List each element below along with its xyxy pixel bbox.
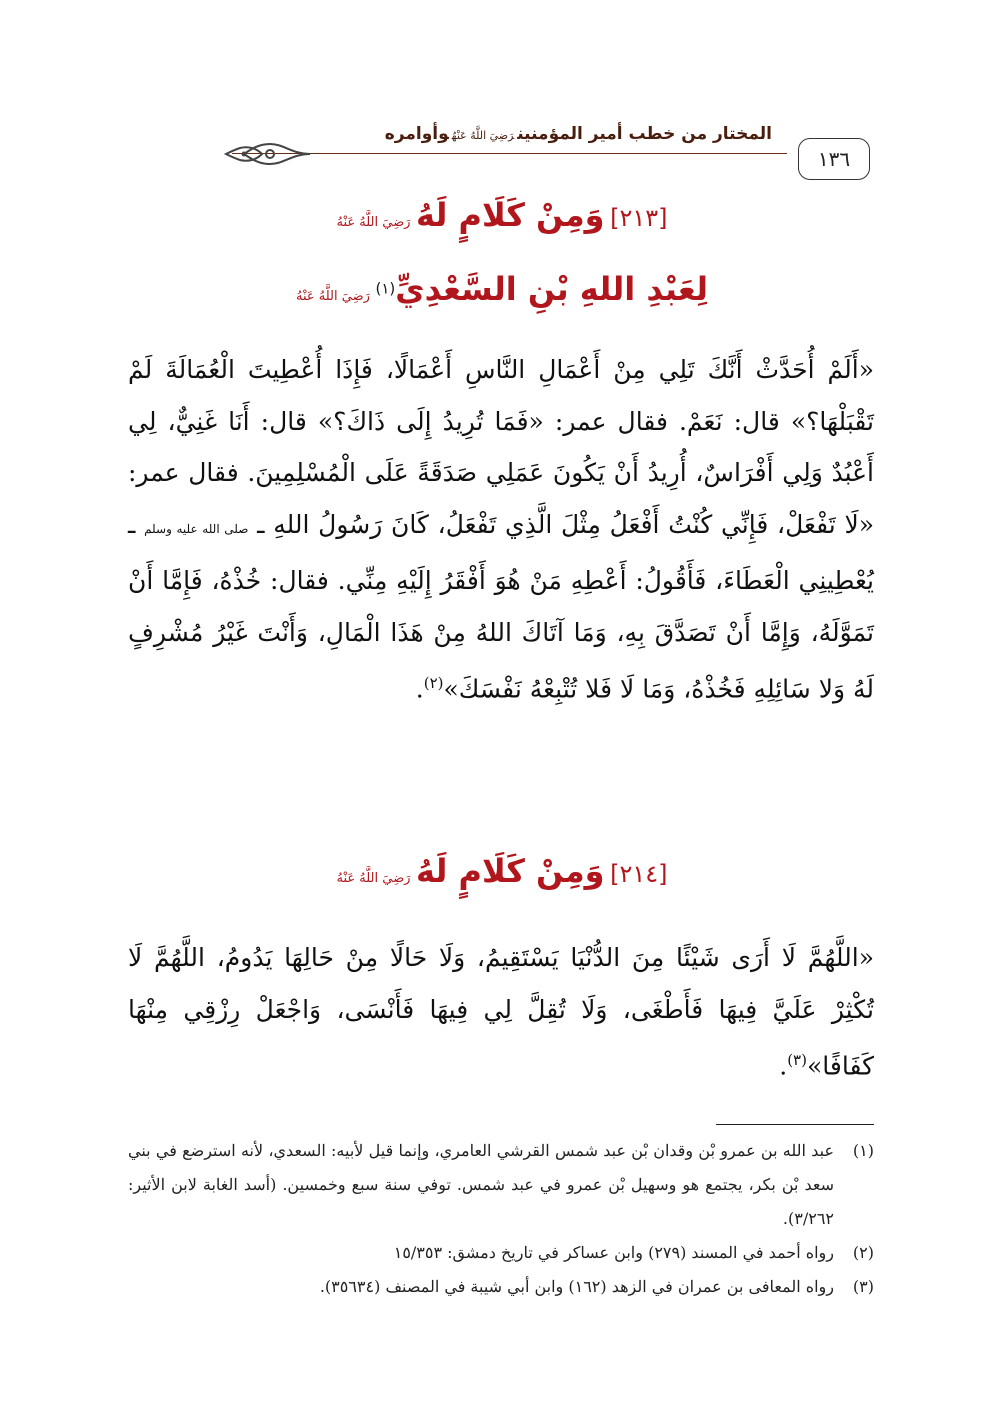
supplication: «اللَّهُمَّ لَا أَرَى شَيْئًا مِنَ الدُّنْيَا يَسْتَقِيمُ، وَلَا حَالًا مِنْ حَالِهَا يَدُومُ، اللَّهُمَّ لَا تُكْثِرْ عَلَيَّ فِيهَا فَأَطْغَى، وَلَا تُقِلَّ لِي فِيهَا فَأَنْسَى، وَاجْعَلْ رِزْقِي مِنْهَا كَفَافًا» (128, 943, 874, 1081)
footnote-ref-3[interactable]: (٣) (787, 1051, 807, 1069)
section-213-honorific-b: رَضِيَ اللَّهُ عَنْهُ (295, 289, 370, 304)
footnote-number: (٢) (852, 1243, 874, 1262)
section-214-number: [٢١٤] (610, 860, 668, 888)
footnote-ref-2[interactable]: (٢) (423, 674, 444, 692)
footnote-ref-1[interactable]: (١) (375, 279, 396, 298)
footnote-number: (١) (852, 1141, 874, 1160)
page-number-text: ١٣٦ (817, 147, 851, 171)
section-213-subtitle (130, 270, 874, 308)
section-213-number: [٢١٣] (610, 204, 668, 232)
section-213-honorific: رَضِيَ اللَّهُ عَنْهُ (336, 215, 411, 230)
footnote-text: رواه المعافى بن عمران في الزهد (١٦٢) وابن أبي شيبة في المصنف (٣٥٦٣٤). (319, 1277, 834, 1296)
page-number (798, 138, 870, 180)
footnote-number: (٣) (852, 1277, 874, 1296)
quote-3-cont: ـ يُعْطِينِي الْعَطَاءَ، فَأَقُولُ: أَعْطِهِ مَنْ هُوَ أَفْقَرُ إِلَيْهِ مِنِّي. فقال: خُذْهُ، فَإِمَّا أَنْ تَمَوَّلَهُ، وَإِمَّا أَنْ تَصَدَّقَ بِهِ، وَمَا آتَاكَ اللهُ مِنْ هَذَا الْمَالِ، وَأَنْتَ غَيْرُ مُشْرِفٍ لَهُ وَلا سَائِلِهِ فَخُذْهُ، وَمَا لَا فَلا تُتْبِعْهُ نَفْسَكَ» (128, 509, 874, 704)
quote-2: «فَمَا تُرِيدُ إِلَى ذَاكَ؟» (317, 406, 544, 436)
section-213-title (130, 196, 874, 234)
quote-3: «لَا تَفْعَلْ، فَإِنِّي كُنْتُ أَفْعَلُ مِثْلَ الَّذِي تَفْعَلُ، كَانَ رَسُولُ اللهِ ـ (248, 509, 874, 539)
running-header (312, 124, 772, 144)
footnote-3 (128, 1270, 874, 1304)
section-214-honorific: رَضِيَ اللَّهُ عَنْهُ (336, 871, 411, 886)
header-title-end: وأوامره (384, 124, 449, 144)
section-213-body (128, 344, 874, 715)
footnotes (128, 1134, 874, 1304)
quote-1: «أَلَمْ أُحَدَّثْ أَنَّكَ تَلِي مِنْ أَعْمَالِ النَّاسِ أَعْمَالًا، فَإِذَا أُعْطِيتَ الْعُمَالَةَ لَمْ تَقْبَلْهَا؟» (128, 355, 874, 436)
footnote-text: عبد الله بن عمرو بْن وقدان بْن عبد شمس القرشي العامري، وإنما قيل لأبيه: السعدي، لأنه استرضع في بني سعد بْن بكر، يجتمع هو وسهيل بْن عمرو في عبد شمس. توفي سنة سبع وخمسين. (أسد الغابة لابن الأثير: ٣/٢٦٢). (128, 1141, 834, 1228)
section-214-title (130, 852, 874, 890)
end-period-2: . (779, 1051, 788, 1081)
section-213-subheading: لِعَبْدِ اللهِ بْنِ السَّعْدِيِّ (395, 270, 708, 308)
header-rule (232, 153, 787, 154)
section-213-heading: وَمِنْ كَلَامٍ لَهُ (415, 196, 605, 234)
narration-1: قال: نَعَمْ. فقال عمر: (543, 406, 791, 436)
section-214-body (128, 932, 874, 1092)
end-period-1: . (415, 674, 424, 704)
salutation: صلى الله عليه وسلم (144, 521, 249, 536)
footnote-1 (128, 1134, 874, 1236)
narration-2: قال: أَنَا غَنِيٌّ، لِي أَعْبُدٌ وَلِي أَفْرَاسٌ، أُرِيدُ أَنْ يَكُونَ عَمَلِي صَدَقَةً عَلَى الْمُسْلِمِينَ. فقال عمر: (128, 406, 874, 487)
header-honorific: رَضِيَ اللَّهُ عَنْهُ (451, 129, 515, 142)
footnote-text: رواه أحمد في المسند (٢٧٩) وابن عساكر في تاريخ دمشق: ١٥/٣٥٣ (393, 1243, 834, 1262)
header-title: المختار من خطب أمير المؤمنين (517, 124, 772, 144)
footnote-rule (716, 1124, 874, 1125)
footnote-2 (128, 1236, 874, 1270)
section-214-heading: وَمِنْ كَلَامٍ لَهُ (415, 852, 605, 890)
ornament-icon (222, 136, 312, 172)
